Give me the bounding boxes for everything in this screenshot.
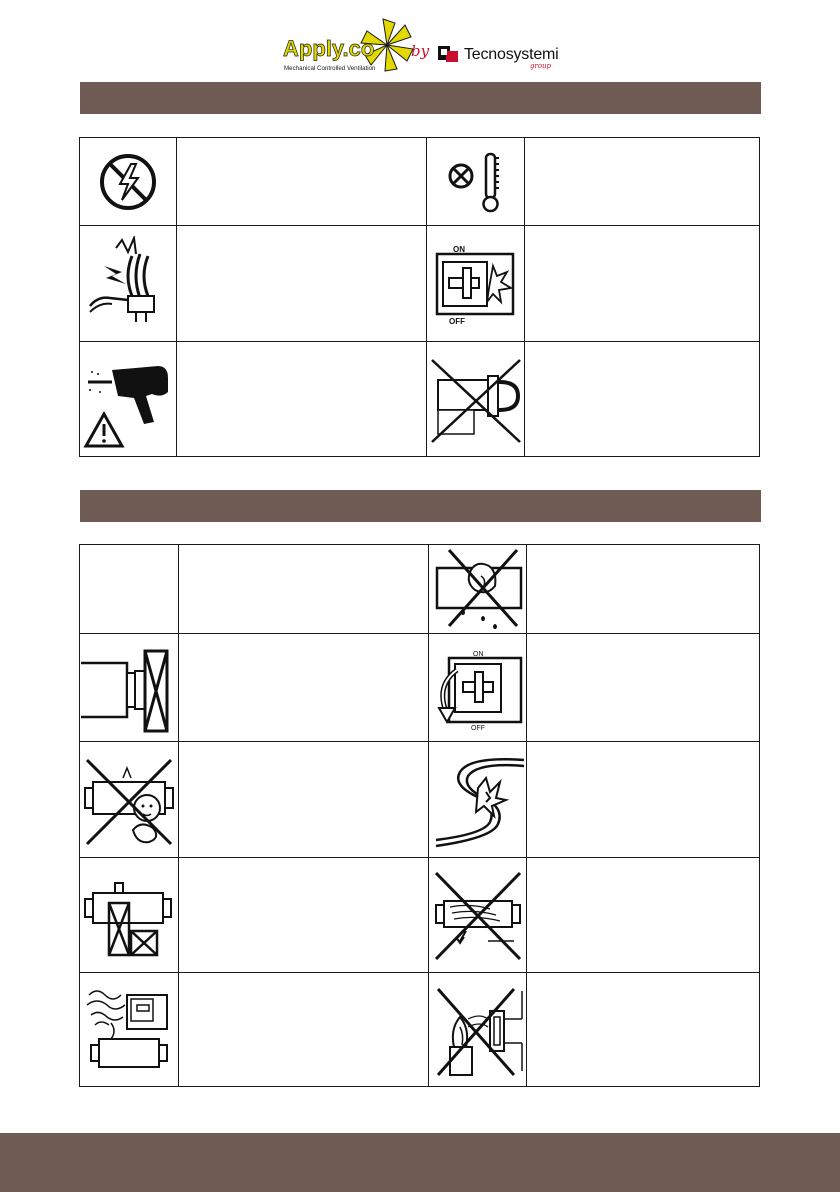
on-off-switch-icon	[428, 226, 524, 341]
row-1-right-text	[528, 545, 758, 633]
svg-text:OFF: OFF	[449, 316, 465, 326]
row-2-left-text	[178, 226, 424, 341]
apply-co-logo	[283, 18, 425, 78]
row-2-right-text	[528, 634, 758, 741]
tecnosystemi-logo	[438, 40, 558, 74]
row-3-left-text	[180, 742, 426, 857]
duct-blocked-icon	[80, 634, 178, 741]
table-row	[80, 634, 759, 742]
partner-sub: group	[530, 62, 552, 70]
no-water-cleaning-icon	[430, 545, 526, 633]
table-row	[80, 858, 759, 973]
svg-text:ON: ON	[473, 650, 484, 658]
table-row	[80, 742, 759, 858]
tecnosystemi-mark-icon	[438, 46, 460, 64]
temperature-prohibited-icon	[428, 138, 524, 225]
by-label: by	[411, 42, 430, 60]
row-1-left-text	[178, 138, 424, 225]
section-2-table	[79, 544, 760, 1087]
row-5-left-text	[180, 973, 426, 1088]
svg-text:ON: ON	[453, 244, 465, 254]
table-row	[80, 545, 759, 634]
empty-icon-cell	[80, 545, 178, 633]
row-1-right-text	[526, 138, 758, 225]
no-damp-cloth-icon	[430, 858, 526, 972]
electric-hazard-prohibited-icon	[80, 138, 176, 225]
drill-warning-icon	[80, 342, 176, 458]
page-header	[0, 14, 840, 80]
row-2-right-text	[526, 226, 758, 341]
row-3-left-text	[178, 342, 424, 458]
partner-name: Tecnosystemi	[464, 46, 559, 63]
damaged-cable-icon	[430, 742, 526, 857]
svg-text:OFF: OFF	[471, 724, 485, 730]
row-1-left-text	[180, 545, 426, 633]
gas-smell-switch-off-icon	[80, 973, 178, 1088]
row-5-right-text	[528, 973, 758, 1088]
unit-crossed-out-icon	[428, 342, 524, 458]
row-2-left-text	[180, 634, 426, 741]
section-1-header-band	[80, 82, 761, 114]
row-4-right-text	[528, 858, 758, 972]
footer-bar	[0, 1133, 840, 1192]
table-row	[80, 973, 759, 1088]
no-open-flame-icon	[430, 973, 526, 1088]
brand-tagline: Mechanical Controlled Ventilation	[284, 65, 376, 72]
switch-off-icon	[430, 634, 526, 741]
brand-name: Apply.co	[283, 36, 375, 61]
no-children-icon	[80, 742, 178, 857]
table-row	[80, 342, 759, 458]
row-4-left-text	[180, 858, 426, 972]
row-3-right-text	[528, 742, 758, 857]
table-row	[80, 138, 759, 226]
electric-plug-shock-icon	[80, 226, 176, 341]
row-3-right-text	[526, 342, 758, 458]
section-1-table	[79, 137, 760, 457]
table-row	[80, 226, 759, 342]
do-not-stand-on-unit-icon	[80, 858, 178, 972]
section-2-header-band	[80, 490, 761, 522]
